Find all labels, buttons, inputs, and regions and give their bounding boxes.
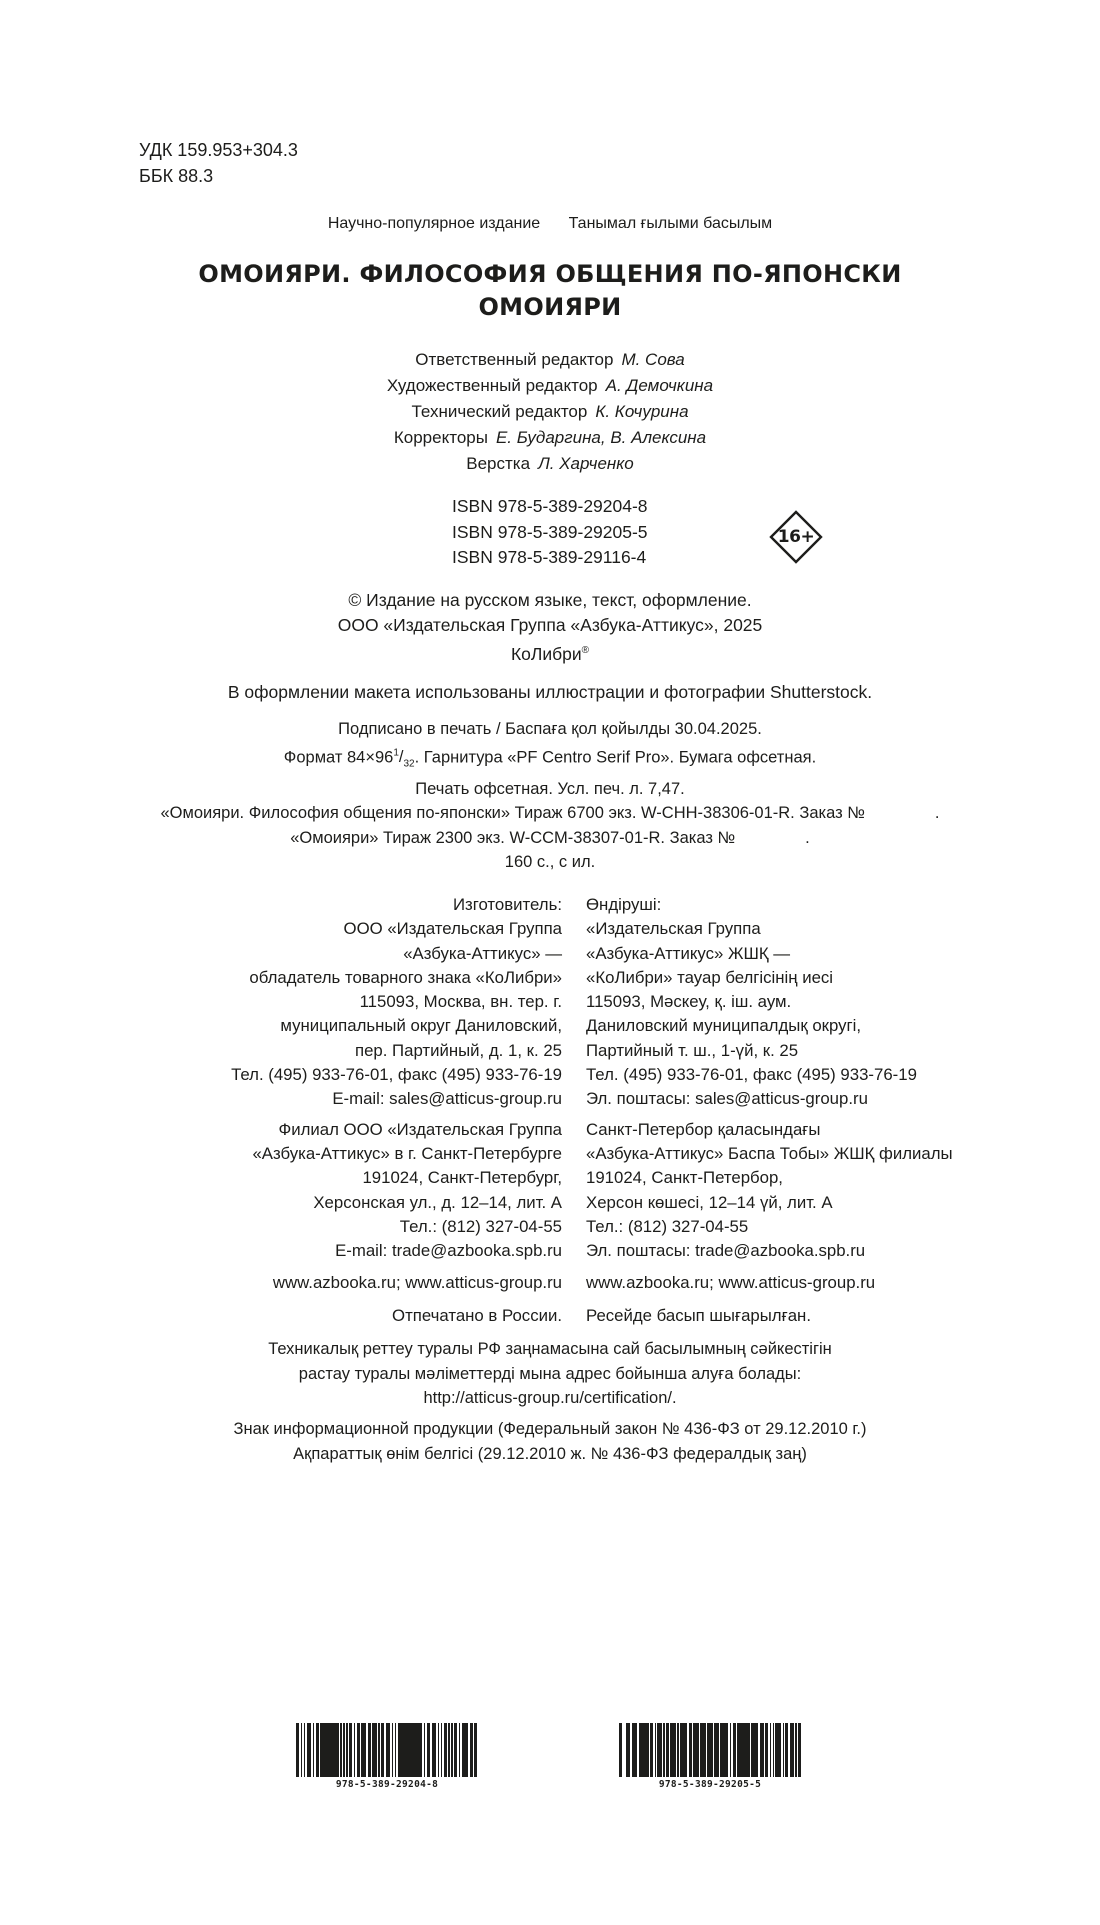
- publisher-info-ru: [231, 893, 562, 1328]
- credit-name: Е. Бударгина, В. Алексина: [495, 428, 707, 447]
- credit-role: Технический редактор: [411, 402, 588, 421]
- credit-role: Верстка: [466, 454, 531, 473]
- credit-row: [0, 347, 1100, 373]
- copyright-line-2: ООО «Издательская Группа «Азбука-Аттикус», 2025: [337, 615, 763, 635]
- barcode-1-number: 978-5-389-29204-8: [335, 1779, 439, 1790]
- manufacturer-ru-phone: Тел. (495) 933-76-01, факс (495) 933-76-19: [231, 1065, 562, 1085]
- credits-list: [0, 347, 1100, 477]
- print-info: [0, 717, 1100, 850]
- run-2-period: .: [805, 828, 810, 847]
- isbn-item: ISBN 978-5-389-29116-4: [452, 547, 647, 567]
- run-1-period: .: [934, 804, 940, 823]
- branch-kz-email: Эл. поштасы: trade@azbooka.spb.ru: [586, 1241, 866, 1261]
- branch-kz-phone: Тел.: (812) 327-04-55: [586, 1216, 749, 1236]
- credit-row: [0, 399, 1100, 425]
- websites-kz: www.azbooka.ru; www.atticus-group.ru: [586, 1273, 876, 1293]
- run-1-text: «Омоияри. Философия общения по-японски» Тираж 6700 экз. W-CHH-38306-01-R. Заказ №: [160, 804, 865, 823]
- manufacturer-kz-line: «Азбука-Аттикус» ЖШҚ —: [586, 943, 791, 963]
- credit-row: [0, 425, 1100, 451]
- credit-name: А. Демочкина: [605, 376, 714, 395]
- shutterstock-note: В оформлении макета использованы иллюстрации и фотографии Shutterstock.: [227, 682, 873, 702]
- barcode-bars-icon: [619, 1723, 801, 1777]
- manufacturer-ru-line: «Азбука-Аттикус» —: [403, 943, 562, 963]
- manufacturer-ru-email: E-mail: sales@atticus-group.ru: [332, 1089, 562, 1109]
- edition-type: [0, 215, 1100, 233]
- edition-type-kz: Танымал ғылыми басылым: [568, 215, 773, 232]
- manufacturer-ru-line: обладатель товарного знака «КоЛибри»: [249, 967, 562, 987]
- format-fraction: $^1/_{32}$: [393, 747, 415, 770]
- format-denominator: 32: [403, 758, 415, 770]
- manufacturer-ru-line: ООО «Издательская Группа: [343, 919, 562, 939]
- printed-in-kz: Ресейде басып шығарылған.: [586, 1305, 811, 1325]
- websites-ru: www.azbooka.ru; www.atticus-group.ru: [272, 1273, 562, 1293]
- manufacturer-ru-line: 115093, Москва, вн. тер. г.: [359, 992, 562, 1012]
- credit-role: Корректоры: [393, 428, 488, 447]
- format-suffix: . Гарнитура «PF Centro Serif Pro». Бумага офсетная.: [414, 748, 817, 766]
- credit-name: Л. Харченко: [538, 454, 634, 473]
- branch-ru-line: «Азбука-Аттикус» в г. Санкт-Петербурге: [252, 1143, 562, 1163]
- info-sign-ru: Знак информационной продукции (Федеральный закон № 436-ФЗ от 29.12.2010 г.): [233, 1420, 867, 1438]
- signed-to-print: Подписано в печать / Баспаға қол қойылды 30.04.2025.: [338, 720, 762, 738]
- registered-mark: ®: [581, 645, 590, 656]
- printed-in-ru: Отпечатано в России.: [392, 1305, 562, 1325]
- info-product-sign: [0, 1417, 1100, 1466]
- credit-name: К. Кочурина: [595, 402, 689, 421]
- age-rating-badge: [768, 509, 824, 565]
- manufacturer-kz-line: Даниловский муниципалдық округі,: [586, 1016, 862, 1036]
- branch-ru-email: E-mail: trade@azbooka.spb.ru: [335, 1241, 562, 1261]
- certification-url: http://atticus-group.ru/certification/.: [423, 1389, 677, 1407]
- isbn-item: ISBN 978-5-389-29205-5: [452, 521, 648, 542]
- udk-code: УДК 159.953+304.3: [139, 140, 298, 160]
- manufacturer-kz-line: Партийный т. ш., 1-үй, к. 25: [586, 1040, 799, 1060]
- barcode-bars-icon: [296, 1723, 478, 1777]
- manufacturer-kz-line: 115093, Мәскеу, қ. іш. аум.: [586, 992, 792, 1012]
- credit-role: Художественный редактор: [386, 376, 598, 395]
- copyright-line-3: [0, 638, 1100, 667]
- branch-kz-line: Санкт-Петербор қаласындағы: [586, 1119, 821, 1139]
- manufacturer-ru-line: муниципальный округ Даниловский,: [280, 1016, 562, 1036]
- branch-ru-phone: Тел.: (812) 327-04-55: [399, 1216, 562, 1236]
- title-line-2: ОМОИЯРИ: [478, 293, 622, 321]
- barcode-2: [619, 1723, 801, 1790]
- certification-line-1: Техникалық реттеу туралы РФ заңнамасына сай басылымның сәйкестігін: [268, 1340, 832, 1358]
- branch-kz-line: Херсон көшесі, 12–14 үй, лит. А: [586, 1192, 833, 1212]
- bbk-code: ББК 88.3: [139, 166, 214, 186]
- classification-codes: [139, 137, 298, 189]
- branch-ru-line: Херсонская ул., д. 12–14, лит. А: [313, 1192, 562, 1212]
- run-line-1: [0, 801, 1100, 826]
- age-rating-label: 16+: [777, 527, 815, 547]
- isbn-list: [452, 494, 648, 571]
- format-prefix: Формат 84×96: [283, 748, 394, 766]
- page-count: 160 с., с ил.: [504, 853, 596, 871]
- info-sign-kz: Ақпараттық өнім белгісі (29.12.2010 ж. № 436-ФЗ федералдық заң): [293, 1444, 807, 1463]
- manufacturer-kz-phone: Тел. (495) 933-76-01, факс (495) 933-76-19: [586, 1065, 917, 1085]
- branch-kz-line: 191024, Санкт-Петербор,: [586, 1168, 783, 1188]
- publisher-info-kz: [586, 893, 953, 1328]
- barcode-1: [296, 1723, 478, 1790]
- manufacturer-ru-label: Изготовитель:: [452, 895, 562, 914]
- manufacturer-kz-label: Өндіруші:: [586, 895, 662, 914]
- printing-line: Печать офсетная. Усл. печ. л. 7,47.: [415, 779, 685, 798]
- title-line-1: ОМОИЯРИ. ФИЛОСОФИЯ ОБЩЕНИЯ ПО-ЯПОНСКИ: [198, 260, 902, 288]
- credit-role: Ответственный редактор: [415, 350, 614, 369]
- run-2-text: «Омоияри» Тираж 2300 экз. W-CCM-38307-01-R. Заказ №: [290, 828, 736, 847]
- credit-row: [0, 451, 1100, 477]
- branch-ru-line: 191024, Санкт-Петербург,: [362, 1168, 562, 1188]
- isbn-item: ISBN 978-5-389-29204-8: [452, 496, 648, 516]
- format-numerator: 1: [393, 747, 399, 759]
- manufacturer-kz-line: «Издательская Группа: [586, 919, 761, 939]
- barcode-2-number: 978-5-389-29205-5: [658, 1779, 762, 1790]
- credit-row: [0, 373, 1100, 399]
- certification-line-2: растау туралы мәліметтерді мына адрес бойынша алуға болады:: [298, 1364, 802, 1383]
- manufacturer-kz-email: Эл. поштасы: sales@atticus-group.ru: [586, 1089, 868, 1109]
- brand-name: КоЛибри: [510, 643, 582, 664]
- credit-name: М. Сова: [621, 350, 685, 369]
- branch-kz-line: «Азбука-Аттикус» Баспа Тобы» ЖШҚ филиалы: [586, 1143, 953, 1163]
- branch-ru-line: Филиал ООО «Издательская Группа: [278, 1119, 562, 1139]
- manufacturer-kz-line: «КоЛибри» тауар белгісінің иесі: [586, 967, 834, 987]
- format-line: [0, 742, 1100, 777]
- copyright-block: [0, 588, 1100, 667]
- copyright-line-1: © Издание на русском языке, текст, оформление.: [348, 590, 752, 610]
- edition-type-ru: Научно-популярное издание: [327, 215, 541, 232]
- manufacturer-ru-line: пер. Партийный, д. 1, к. 25: [354, 1040, 562, 1060]
- book-title: [0, 258, 1100, 324]
- run-line-2: [0, 826, 1100, 851]
- certification-note: [0, 1337, 1100, 1411]
